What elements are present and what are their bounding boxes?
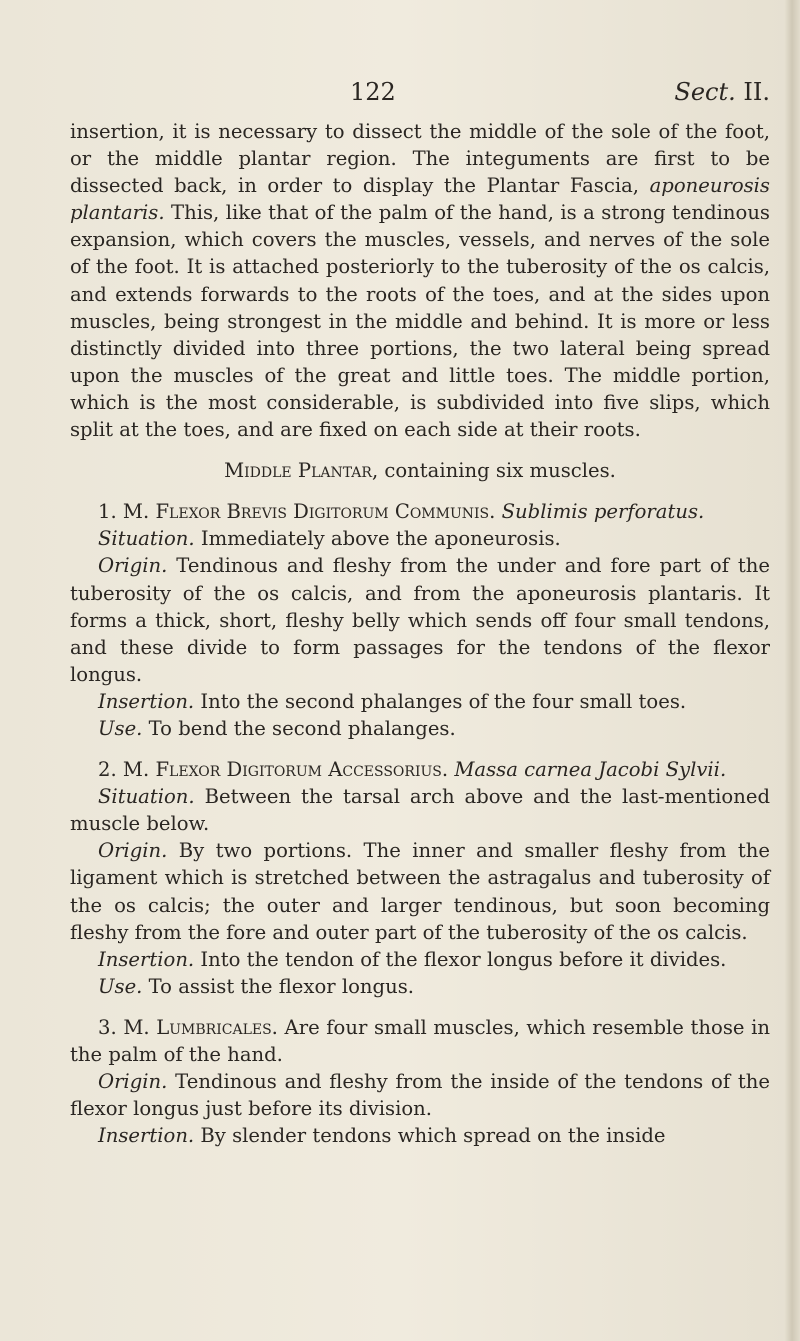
muscle1-origin-text: Tendinous and fleshy from the under and fore part of the tuberosity of the os calcis, and from the aponeurosis plantaris. It forms a thick, short, fleshy belly which sends off four small tendons, and these divide to form passages for the tendons of the flexor longus. xyxy=(70,554,770,686)
intro-text-a: insertion, it is necessary to dissect the middle of the sole of the foot, or the middle plantar region. The integuments are first to be dissected back, in order to display the Plantar Fascia, xyxy=(70,120,770,198)
muscle3-origin-text: Tendinous and fleshy from the inside of the tendons of the flexor longus just before its division. xyxy=(70,1070,770,1121)
section-heading-rest: containing six muscles. xyxy=(378,459,616,483)
running-head xyxy=(674,78,770,106)
muscle3-description: Are four small muscles, which resemble those in the palm of the hand. xyxy=(70,1015,770,1066)
section-heading xyxy=(70,457,770,484)
muscle2-title xyxy=(70,756,770,783)
muscle3-insertion-text: By slender tendons which spread on the inside xyxy=(194,1124,666,1148)
muscle3-insertion-label: Insertion. xyxy=(98,1124,195,1148)
muscle3-origin-label: Origin. xyxy=(98,1070,168,1094)
muscle2-use xyxy=(70,973,770,1000)
muscle2-origin xyxy=(70,837,770,945)
muscle2-number: 2. M. xyxy=(98,758,156,782)
muscle1-name: Flexor Brevis Digitorum Communis. xyxy=(155,500,496,524)
muscle2-use-text: To assist the flexor longus. xyxy=(142,974,414,998)
muscle2-situation-label: Situation. xyxy=(98,785,195,809)
muscle3-insertion xyxy=(70,1122,770,1149)
muscle1-situation xyxy=(70,525,770,552)
muscle1-alt-name: Sublimis perforatus. xyxy=(501,500,705,524)
muscle2-insertion xyxy=(70,946,770,973)
muscle2-insertion-label: Insertion. xyxy=(98,947,195,971)
page-edge xyxy=(784,0,800,1341)
muscle1-use-text: To bend the second phalanges. xyxy=(142,716,456,740)
muscle2-insertion-text: Into the tendon of the flexor longus before it divides. xyxy=(194,947,727,971)
muscle1-insertion-label: Insertion. xyxy=(98,689,195,713)
muscle2-name: Flexor Digitorum Accessorius. xyxy=(155,758,449,782)
muscle2-situation-text: Between the tarsal arch above and the last-mentioned muscle below. xyxy=(70,785,770,836)
muscle1-insertion-text: Into the second phalanges of the four small toes. xyxy=(194,689,687,713)
muscle1-situation-text: Immediately above the aponeurosis. xyxy=(194,527,561,551)
muscle2-use-label: Use. xyxy=(98,974,143,998)
muscle2-origin-label: Origin. xyxy=(98,839,168,863)
running-head-label: Sect. xyxy=(674,78,736,106)
intro-paragraph xyxy=(70,118,770,443)
page-number: 122 xyxy=(350,78,396,106)
muscle3-title xyxy=(70,1014,770,1068)
muscle1-number: 1. M. xyxy=(98,500,156,524)
section-number: II. xyxy=(743,78,770,106)
intro-text-b: This, like that of the palm of the hand, is a strong tendinous expansion, which covers the muscles, vessels, and nerves of the sole of the foot. It is attached posteriorly to the tuberosity of the os calcis, and extends forwards to the roots of the toes, and at the sides upon muscles, being strongest in the middle and behind. It is more or less distinctly divided into three portions, the two lateral being spread upon the muscles of the great and little toes. The middle portion, which is the most considerable, is subdivided into five slips, which split at the toes, and are fixed on each side at their roots. xyxy=(70,201,770,442)
section-heading-title: Middle Plantar, xyxy=(224,459,379,483)
intro-italic-term: aponeurosis plantaris. xyxy=(70,174,770,225)
muscle1-use xyxy=(70,715,770,742)
muscle1-title xyxy=(70,498,770,525)
page-header xyxy=(70,78,770,114)
muscle2-origin-text: By two portions. The inner and smaller fleshy from the ligament which is stretched between the astragalus and tuberosity of the os calcis; the outer and larger tendinous, but soon becoming fleshy from the fore and outer part of the tuberosity of the os calcis. xyxy=(70,839,770,944)
muscle3-name: Lumbricales. xyxy=(156,1015,278,1039)
muscle3-origin xyxy=(70,1068,770,1122)
muscle1-situation-label: Situation. xyxy=(98,527,195,551)
muscle1-use-label: Use. xyxy=(98,716,143,740)
muscle1-origin-label: Origin. xyxy=(98,554,168,578)
muscle3-number: 3. M. xyxy=(98,1015,157,1039)
muscle2-alt-name: Massa carnea Jacobi Sylvii. xyxy=(448,758,727,782)
muscle1-origin xyxy=(70,552,770,687)
muscle1-insertion xyxy=(70,688,770,715)
page-body xyxy=(70,118,770,1149)
muscle2-situation xyxy=(70,783,770,837)
